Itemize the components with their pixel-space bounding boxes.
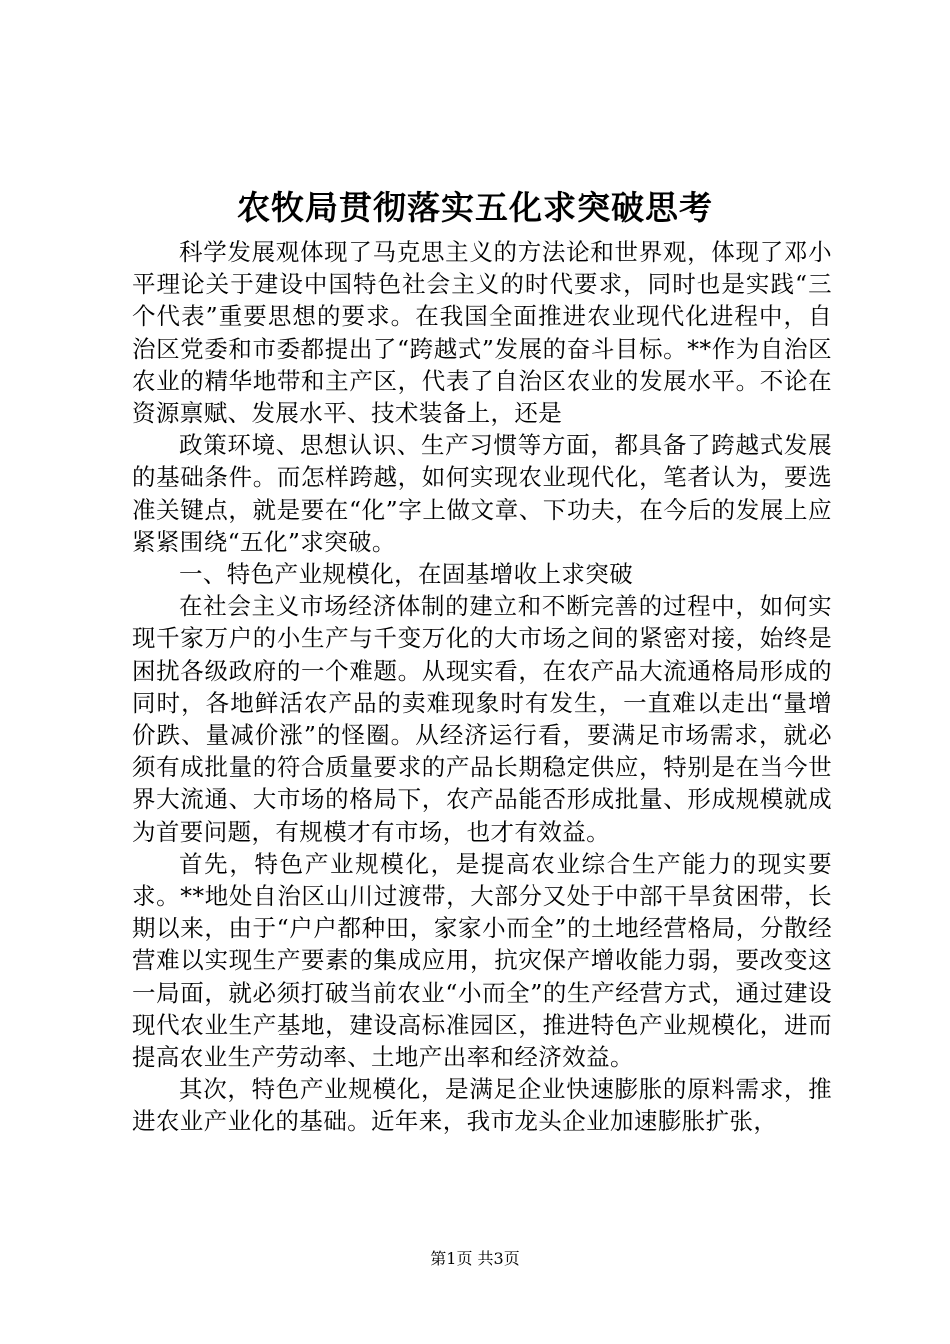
document-body: [132, 236, 832, 1138]
paragraph-second: 其次，特色产业规模化，是满足企业快速膨胀的原料需求，推进农业产业化的基础。近年来，我市龙头企业加速膨胀扩张，: [132, 1075, 832, 1136]
paragraph-first: 首先，特色产业规模化，是提高农业综合生产能力的现实要求。**地处自治区山川过渡带，大部分又处于中部干旱贫困带，长期以来，由于“户户都种田，家家小而全”的土地经营格局，分散经营难以实现生产要素的集成应用，抗灾保产增收能力弱，要改变这一局面，就必须打破当前农业“小而全”的生产经营方式，通过建设现代农业生产基地，建设高标准园区，推进特色产业规模化，进而提高农业生产劳动率、土地产出率和经济效益。: [132, 849, 832, 1072]
section-heading-1: 一、特色产业规模化，在固基增收上求突破: [179, 560, 634, 589]
paragraph-conditions: 政策环境、思想认识、生产习惯等方面，都具备了跨越式发展的基础条件。而怎样跨越，如何实现农业现代化，笔者认为，要选准关键点，就是要在“化”字上做文章、下功夫，在今后的发展上应紧紧围绕“五化”求突破。: [132, 431, 832, 556]
paragraph-intro: 科学发展观体现了马克思主义的方法论和世界观，体现了邓小平理论关于建设中国特色社会主义的时代要求，同时也是实践“三个代表”重要思想的要求。在我国全面推进农业现代化进程中，自治区党委和市委都提出了“跨越式”发展的奋斗目标。**作为自治区农业的精华地带和主产区，代表了自治区农业的发展水平。不论在资源禀赋、发展水平、技术装备上，还是: [132, 238, 832, 428]
paragraph-market: 在社会主义市场经济体制的建立和不断完善的过程中，如何实现千家万户的小生产与千变万化的大市场之间的紧密对接，始终是困扰各级政府的一个难题。从现实看，在农产品大流通格局形成的同时，各地鲜活农产品的卖难现象时有发生，一直难以走出“量增价跌、量减价涨”的怪圈。从经济运行看，要满足市场需求，就必须有成批量的符合质量要求的产品长期稳定供应，特别是在当今世界大流通、大市场的格局下，农产品能否形成批量、形成规模就成为首要问题，有规模才有市场，也才有效益。: [132, 592, 832, 846]
document-title: 农牧局贯彻落实五化求突破思考: [237, 188, 713, 227]
page-footer: 第1页 共3页: [430, 1249, 520, 1268]
